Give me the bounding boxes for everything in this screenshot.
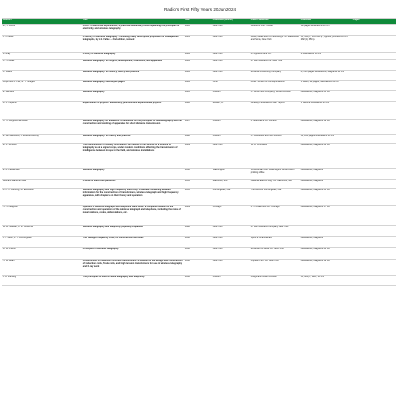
table-cell-publisher[interactable]: Goodrich Pub. House	[250, 25, 273, 28]
table-cell-year[interactable]: 1916	[184, 276, 190, 279]
table-cell-year[interactable]: 1908	[184, 135, 190, 138]
table-cell-pages[interactable]: viii pages illustrations 20 cm	[300, 25, 330, 28]
table-row[interactable]	[2, 169, 396, 180]
table-row[interactable]	[2, 71, 396, 81]
column-header-title[interactable]: Title	[82, 19, 88, 22]
table-cell-publisher[interactable]: McGraw Publishing Company	[250, 71, 282, 74]
table-cell-year[interactable]: 1904	[184, 71, 190, 74]
table-cell-pages[interactable]: illustrations, diagrams	[300, 169, 324, 172]
table-cell-title[interactable]: The transmission of military information: an outline of the service of a science of telegraphy as at a signal corps, under modern conditions affecting the transmission of intelligence between troops in the field, and wireless installations	[82, 144, 178, 153]
table-cell-place[interactable]: London	[212, 91, 221, 94]
table-cell-notes[interactable]	[352, 226, 396, 236]
table-row[interactable]	[2, 102, 396, 120]
table-cell-pages[interactable]: illustrations, diagrams 21 cm	[300, 91, 330, 94]
table-cell-place[interactable]: New York	[212, 226, 223, 229]
table-cell-year[interactable]: 1908	[184, 226, 190, 229]
page-title: Radio's First Fifty Years 20Jun2024	[163, 7, 237, 12]
table-row[interactable]	[2, 81, 396, 91]
table-cell-notes[interactable]	[352, 144, 396, 168]
table-cell-publisher[interactable]: Lindsay Publications 1997 reprint	[250, 102, 285, 105]
table-cell-publisher[interactable]: W. B. Crockwell	[250, 144, 267, 147]
table-cell-pages[interactable]	[300, 60, 352, 70]
table-cell-place[interactable]: New York	[212, 36, 223, 39]
table-cell-author[interactable]: C. H. Meek	[2, 60, 15, 63]
table-cell-notes[interactable]	[352, 25, 396, 35]
table-row[interactable]	[2, 189, 396, 206]
table-cell-publisher[interactable]: Dodd, Mead and Co. Edinburgh: W. Blackwood and Sons, New York	[250, 36, 299, 42]
table-cell-pages[interactable]: illustrations, diagrams 24 cm	[300, 248, 330, 251]
table-cell-publisher[interactable]: Spon & Chamberlain	[250, 237, 272, 240]
table-cell-author[interactable]: S. Bray	[2, 53, 11, 56]
table-cell-author[interactable]: C. Sullen	[2, 71, 13, 74]
table-cell-place[interactable]: Los Angeles, Cal.	[212, 189, 231, 192]
table-cell-place[interactable]: Washington	[212, 169, 225, 172]
table-cell-notes[interactable]	[352, 81, 396, 90]
table-cell-notes[interactable]	[352, 36, 396, 52]
table-cell-notes[interactable]	[352, 169, 396, 179]
table-cell-place[interactable]: London	[212, 276, 221, 279]
table-row[interactable]	[2, 25, 396, 36]
table-cell-title[interactable]: Wireless telegraphy and telephony popularly explained	[82, 226, 143, 229]
table-cell-place[interactable]: Boston, B.	[212, 102, 224, 105]
table-row[interactable]	[2, 226, 396, 237]
table-cell-year[interactable]: 1906	[184, 102, 190, 105]
table-cell-pages[interactable]: xv, 906 p., illus., 23 cm	[300, 276, 324, 279]
table-cell-pages[interactable]: 1 volume illustrations 23 cm	[300, 102, 330, 105]
table-cell-author[interactable]: J. A. Fleming	[2, 276, 17, 279]
table-cell-author[interactable]: Amph and J. Poll, G. T. Hodges	[2, 81, 35, 84]
table-cell-notes[interactable]	[352, 276, 396, 285]
table-cell-author[interactable]: M. P. Schulze	[2, 144, 17, 147]
table-cell-publisher[interactable]: Popular Pub. Co. New York	[250, 260, 279, 263]
table-cell-title[interactable]: Wireless telegraphy, hackneyed pages	[82, 81, 125, 84]
table-cell-title[interactable]: Wireless telegraphy: its origins, development, inventions, and apparatus	[82, 60, 163, 63]
table-cell-year[interactable]: 1904	[184, 81, 190, 84]
table-cell-title[interactable]: Wireless telegraphy and high frequency electricity: a manual containing detailed information for the construction of transformers, wireless telegraph and high frequency apparatus, with chapters on their theory and operation	[82, 189, 179, 198]
table-cell-year[interactable]: 1910	[184, 169, 190, 172]
table-cell-year[interactable]: 1911	[184, 180, 190, 183]
table-cell-author[interactable]: D. P. Hopkins	[2, 102, 17, 105]
table-cell-pages[interactable]: iv, 236 pages illustrations, diagrams 24 cm	[300, 71, 345, 74]
table-cell-title[interactable]: A book of electrical questions	[82, 180, 116, 183]
table-cell-author[interactable]: R. Denison	[2, 91, 15, 94]
table-cell-title[interactable]: Wireless telegraphy: its history, theory and practice	[82, 71, 140, 74]
table-cell-notes[interactable]	[352, 206, 396, 225]
table-cell-title[interactable]: A story of wireless telegraphy	[82, 53, 116, 56]
table-cell-year[interactable]: 1909	[184, 144, 190, 147]
table-cell-year[interactable]: 1909	[184, 206, 190, 209]
table-cell-author[interactable]: A. L. H. Fleming, W. Eccleston	[2, 189, 34, 192]
table-row[interactable]	[2, 276, 396, 286]
table-row[interactable]	[2, 120, 396, 135]
table-cell-year[interactable]: 1911	[184, 189, 190, 192]
table-cell-year[interactable]: 1910	[184, 248, 190, 251]
table-cell-publisher[interactable]: D. Van Nostrand Co. New York	[250, 60, 283, 63]
table-cell-pages[interactable]	[300, 226, 352, 236]
table-cell-pages[interactable]: illustrations, diagrams	[300, 237, 324, 240]
table-cell-publisher[interactable]: F. J. Drake and Co. Chicago	[250, 206, 280, 209]
table-cell-year[interactable]: 1904	[184, 60, 190, 63]
table-cell-author[interactable]: O. H. Ferguson Ericsson	[2, 120, 28, 123]
table-cell-author[interactable]: J. J. Fahie	[2, 36, 14, 39]
table-cell-title[interactable]: The Telelight frequency coils, its construction and uses	[82, 237, 144, 240]
table-cell-notes[interactable]	[352, 135, 396, 143]
table-cell-year[interactable]: 1904	[184, 53, 190, 56]
table-row[interactable]	[2, 91, 396, 102]
table-cell-publisher[interactable]: McGraw-Hill Book Co. New York	[250, 248, 284, 251]
table-cell-publisher[interactable]: The Authors Los Angeles, Cal.	[250, 189, 282, 192]
table-row[interactable]	[2, 260, 396, 276]
table-cell-publisher[interactable]: Smithsonian Inst. Washington Government printing office	[250, 169, 295, 175]
table-cell-place[interactable]: Baltimore, MD	[212, 180, 228, 183]
table-row[interactable]	[2, 237, 396, 248]
table-cell-title[interactable]: Construction of induction coils and transformers: a treatise on the design and construction of induction coils, Tesla coils, and high tension transformers for use in wireless telegraphy and X-ray work	[82, 260, 183, 269]
table-cell-publisher[interactable]: D. Appleton and Co.	[250, 53, 272, 56]
column-header-year[interactable]: Year	[184, 19, 190, 22]
table-cell-publisher[interactable]: Longmans Green London	[250, 276, 277, 279]
table-cell-year[interactable]: 1907	[184, 120, 190, 123]
table-cell-place[interactable]: Chicago	[212, 206, 222, 209]
column-header-pages[interactable]: Pages	[352, 19, 360, 22]
table-cell-place[interactable]: Ohio	[212, 81, 218, 84]
table-row[interactable]	[2, 144, 396, 169]
table-cell-pages[interactable]: xii, 264 pages illustrations 23 cm	[300, 135, 334, 138]
table-cell-pages[interactable]: 2 illustrations 19 cm	[300, 53, 322, 56]
table-cell-pages[interactable]: illustrations, diagrams 21 cm	[300, 189, 330, 192]
table-cell-author[interactable]: R. A. Fessenden	[2, 169, 20, 172]
table-cell-place[interactable]: New York	[212, 71, 223, 74]
table-cell-title[interactable]: Wireless telegraphy: its theory and practice	[82, 135, 131, 138]
table-cell-author[interactable]: M., J. Ferrie	[2, 25, 16, 28]
table-cell-title[interactable]: Wireless telegraphy	[82, 91, 105, 94]
table-cell-author[interactable]: H. H. Laughter	[2, 206, 18, 209]
table-cell-pages[interactable]: illustrations, diagrams 19 cm	[300, 260, 330, 263]
table-cell-notes[interactable]	[352, 71, 396, 80]
table-row[interactable]	[2, 206, 396, 226]
table-cell-publisher[interactable]: Amer. School of Correspondence	[250, 81, 285, 84]
bibliography-table	[2, 18, 396, 286]
table-cell-place[interactable]: New York	[212, 248, 223, 251]
table-cell-notes[interactable]	[352, 102, 396, 119]
table-cell-year[interactable]: 1905	[184, 91, 190, 94]
table-cell-publisher[interactable]: C. Lockwood and Son London	[250, 135, 282, 138]
table-cell-notes[interactable]	[352, 120, 396, 134]
table-cell-pages[interactable]: illustrations, diagrams 20 cm	[300, 144, 330, 147]
table-cell-notes[interactable]	[352, 180, 396, 188]
table-cell-notes[interactable]	[352, 189, 396, 205]
column-header-publisher[interactable]: Publisher	[300, 19, 312, 22]
table-cell-author[interactable]: J. T. Zeluf, F. T. Cunningham	[2, 237, 32, 240]
table-cell-place[interactable]: London	[212, 135, 221, 138]
table-cell-place[interactable]: New York	[212, 260, 223, 263]
table-cell-place[interactable]: New York	[212, 53, 223, 56]
table-cell-place[interactable]: London	[212, 120, 221, 123]
table-cell-notes[interactable]	[352, 260, 396, 275]
table-cell-author[interactable]: R. De Valbreuze, J. Erskine-Murray	[2, 135, 39, 138]
table-cell-year[interactable]: 1910	[184, 237, 190, 240]
table-cell-title[interactable]: The principles of electric wave telegraphy and telephony	[82, 276, 145, 279]
table-row[interactable]	[2, 36, 396, 53]
table-cell-notes[interactable]	[352, 237, 396, 247]
table-cell-notes[interactable]	[352, 53, 396, 59]
column-header-authors[interactable]: Authors	[2, 19, 12, 22]
table-cell-title[interactable]: Wireless telegraphy	[82, 169, 105, 172]
table-cell-pages[interactable]: 1 sheet, 90 pages, illustrations 24 cm	[300, 81, 339, 84]
table-cell-place[interactable]: New York	[212, 25, 223, 28]
table-cell-title[interactable]: Wireless telegraphy for amateurs: a handbook on the principles of radiotelegraphy and the construction and working of apparatus for short distance transmission	[82, 120, 182, 126]
table-row[interactable]	[2, 180, 396, 189]
table-cell-title[interactable]: Operator's wireless telegraph and telephone hand book: a complete treatise on the construction and operation of the wireless telegraph and telephone, including the rules of naval stations, codes, abbreviations, etc.	[82, 206, 181, 215]
table-cell-title[interactable]: Principles of wireless telegraphy	[82, 248, 119, 251]
table-cell-author[interactable]: W. W. Massie, C. R. Underhill	[2, 226, 33, 229]
table-cell-publisher[interactable]: D. Van Nostrand Company New York	[250, 226, 289, 229]
column-header-place[interactable]: Place Published	[250, 19, 269, 22]
table-cell-pages[interactable]: xv, 343 p., 145-366 p., figures, portraits 20 cm. 282 (1) 350 p.	[300, 36, 349, 42]
table-cell-pages[interactable]: illustrations, diagrams	[300, 180, 324, 183]
table-cell-title[interactable]: A.B.C. of electrical experiments; a practical elementary book explaining the principles of electricity, and wireless telegraphy	[82, 25, 180, 31]
table-cell-publisher[interactable]: National Electric Mfg. Co. Baltimore, MD	[250, 180, 292, 183]
table-cell-year[interactable]: 1910	[184, 260, 190, 263]
table-cell-place[interactable]: New York	[212, 144, 223, 147]
table-cell-publisher[interactable]: P. Marshall & Co. London	[250, 120, 277, 123]
table-cell-author[interactable]: H. W. Bean	[2, 260, 15, 263]
table-cell-pages[interactable]: illustrations, diagrams 17 cm	[300, 206, 330, 209]
table-row[interactable]	[2, 60, 396, 71]
table-row[interactable]	[2, 135, 396, 144]
table-cell-author[interactable]: G. W. Pierce	[2, 248, 16, 251]
table-cell-year[interactable]: 1901	[184, 36, 190, 39]
table-cell-notes[interactable]	[352, 91, 396, 101]
table-cell-author[interactable]: Gerhard Blanchet Mills	[2, 180, 27, 183]
table-cell-place[interactable]: New York	[212, 237, 223, 240]
table-cell-publisher[interactable]: C. Griffin and Company, limited London	[250, 91, 291, 94]
table-cell-notes[interactable]	[352, 60, 396, 70]
table-cell-title[interactable]: Experiments in physics: elementary, practical and experimental physics	[82, 102, 162, 105]
table-cell-pages[interactable]: illustrations, diagrams 19 cm	[300, 120, 330, 123]
table-cell-title[interactable]: A history of wireless telegraphy : including many descriptive proposals for subaqueous telegraphs, by J.J. Fahie ... 2nd edition, revised	[82, 36, 179, 42]
table-cell-year[interactable]: 1903	[184, 25, 190, 28]
table-row[interactable]	[2, 248, 396, 260]
table-row[interactable]	[2, 53, 396, 60]
table-cell-place[interactable]: New York	[212, 60, 223, 63]
column-header-month[interactable]: Published (Month)	[212, 19, 233, 22]
table-cell-notes[interactable]	[352, 248, 396, 259]
